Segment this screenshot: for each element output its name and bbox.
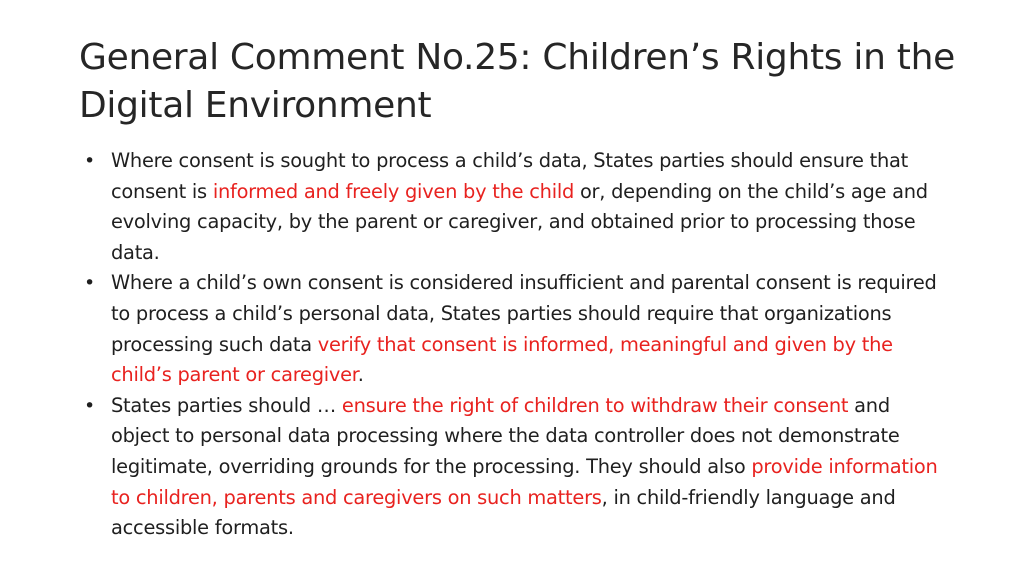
highlighted-segment: verify that consent is informed, meaningful and given by the child’s parent or caregiver	[111, 332, 893, 387]
bullet-segment: , in child-friendly language and accessible formats.	[111, 485, 896, 540]
bullet-marker: •	[84, 272, 95, 295]
bullet-segment: States parties should …	[111, 393, 342, 417]
bullet-text	[111, 394, 938, 539]
bullet-segment: and object to personal data processing where the data controller does not demonstrate legitimate, overriding grounds for the processing. They should also	[111, 393, 900, 478]
highlighted-segment: informed and freely given by the child	[212, 179, 575, 203]
bullet-marker: •	[84, 150, 95, 172]
bullet-text	[111, 271, 937, 386]
highlighted-segment: provide information to children, parents and caregivers on such matters	[111, 454, 938, 509]
bullet-item	[84, 268, 944, 390]
bullet-segment: Where a child’s own consent is considered insufficient and parental consent is required to process a child’s personal data, States parties should require that organizations processing such data	[111, 271, 937, 356]
bullet-text	[111, 149, 928, 264]
bullet-item	[84, 391, 944, 544]
bullet-marker: •	[84, 394, 95, 417]
bullet-segment: Where consent is sought to process a child’s data, States parties should ensure that consent is	[111, 149, 909, 203]
bullet-item	[84, 146, 944, 268]
bullet-segment: .	[357, 363, 364, 387]
bullet-list	[84, 146, 944, 544]
bullet-segment: or, depending on the child’s age and evolving capacity, by the parent or caregiver, and obtained prior to processing those data.	[111, 179, 928, 264]
slide-title: General Comment No.25: Children’s Rights in the Digital Environment	[79, 37, 955, 126]
highlighted-segment: ensure the right of children to withdraw their consent	[341, 393, 849, 417]
